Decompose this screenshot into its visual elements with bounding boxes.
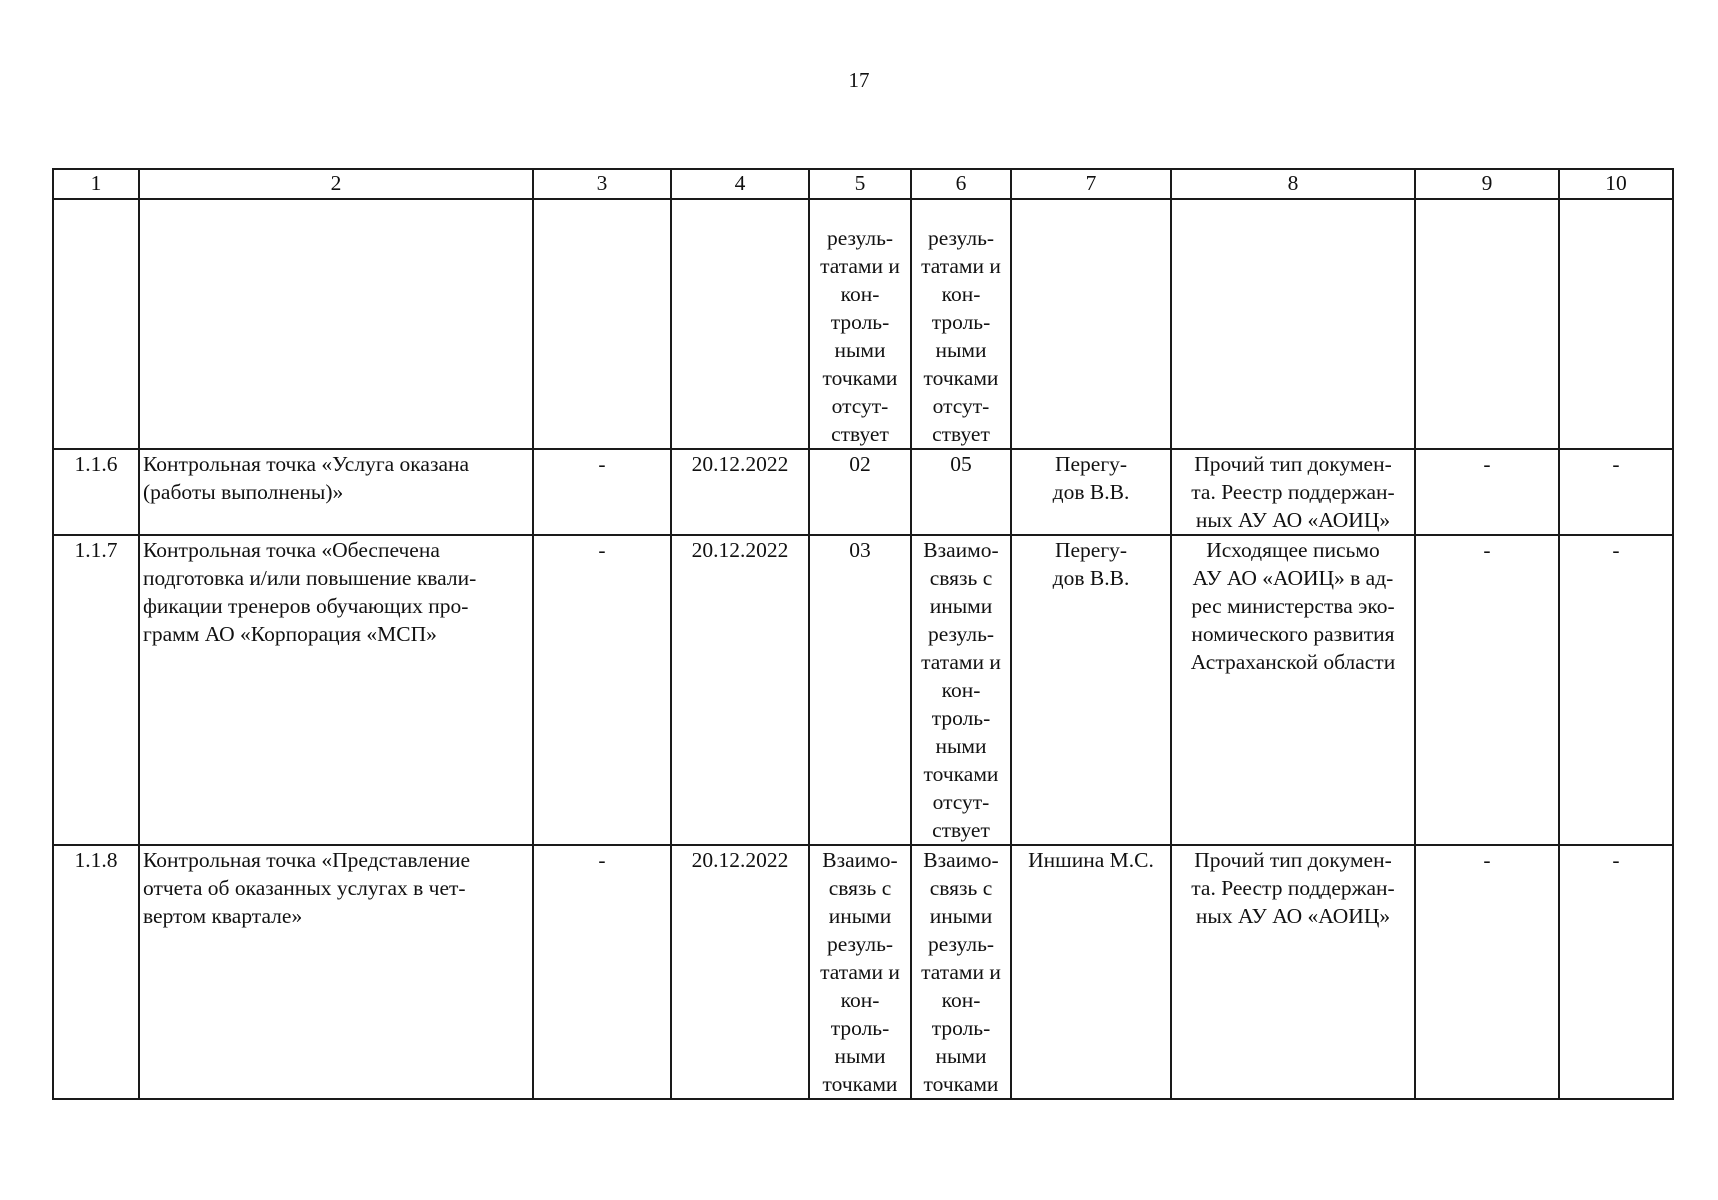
text-line: ными <box>935 338 987 362</box>
document-type <box>1171 845 1415 1099</box>
col3-value: - <box>533 845 671 1099</box>
continuation-row <box>53 199 1673 449</box>
text-line: 02 <box>849 452 871 476</box>
text-line: резуль- <box>826 226 894 250</box>
text-line: подготовка и/или повышение квали- <box>143 566 477 590</box>
text-line: кон- <box>840 988 880 1012</box>
text-line: ными <box>935 734 987 758</box>
text-line: ными <box>834 338 886 362</box>
cont-col6-text <box>913 224 1009 448</box>
text-line: троль- <box>830 1016 890 1040</box>
text-line: фикации тренеров обучающих про- <box>143 594 469 618</box>
text-line: номического развития <box>1191 622 1395 646</box>
text-line: Взаимо- <box>923 538 999 562</box>
page-number: 17 <box>848 68 870 92</box>
cont-cell-2 <box>139 199 533 449</box>
cont-cell-5 <box>809 199 911 449</box>
text-line: Контрольная точка «Обеспечена <box>143 538 440 562</box>
column-header-3: 3 <box>533 169 671 199</box>
text-line: связь с <box>929 566 993 590</box>
row-date: 20.12.2022 <box>671 535 809 845</box>
col9-value: - <box>1415 449 1559 535</box>
text-line: Контрольная точка «Услуга оказана <box>143 452 470 476</box>
col10-value: - <box>1559 535 1673 845</box>
cont-cell-6 <box>911 199 1011 449</box>
text-line: Прочий тип докумен- <box>1194 848 1392 872</box>
text-line: точками <box>923 1072 999 1096</box>
text-line: отсут- <box>932 790 990 814</box>
text-line: ствует <box>932 818 990 842</box>
cont-cell-10 <box>1559 199 1673 449</box>
text-line: троль- <box>931 1016 991 1040</box>
text-line: дов В.В. <box>1052 480 1130 504</box>
text-line: Контрольная точка «Представление <box>143 848 471 872</box>
text-line: отсут- <box>831 394 889 418</box>
table-row <box>53 535 1673 845</box>
col6-value <box>911 845 1011 1099</box>
text-line: Перегу- <box>1054 538 1128 562</box>
col3-value: - <box>533 535 671 845</box>
column-header-9: 9 <box>1415 169 1559 199</box>
column-header-4: 4 <box>671 169 809 199</box>
text-line: 05 <box>950 452 972 476</box>
text-line: связь с <box>828 876 892 900</box>
cont-col5-text <box>811 224 909 448</box>
text-line: татами и <box>921 254 1001 278</box>
text-line: кон- <box>941 678 981 702</box>
row-description <box>139 845 533 1099</box>
col9-value: - <box>1415 535 1559 845</box>
text-line: ными <box>935 1044 987 1068</box>
control-points-table <box>52 168 1674 1100</box>
text-line: отсут- <box>932 394 990 418</box>
text-line: грамм АО «Корпорация «МСП» <box>143 622 437 646</box>
text-line: татами и <box>820 254 900 278</box>
text-line: связь с <box>929 876 993 900</box>
column-header-2: 2 <box>139 169 533 199</box>
cont-cell-4 <box>671 199 809 449</box>
cont-cell-8 <box>1171 199 1415 449</box>
text-line: ных АУ АО «АОИЦ» <box>1195 508 1391 532</box>
text-line: Иншина М.С. <box>1028 848 1154 872</box>
cont-cell-3 <box>533 199 671 449</box>
text-line: троль- <box>830 310 890 334</box>
text-line: Перегу- <box>1054 452 1128 476</box>
table-row <box>53 449 1673 535</box>
text-line: резуль- <box>927 226 995 250</box>
text-line: Взаимо- <box>923 848 999 872</box>
column-header-6: 6 <box>911 169 1011 199</box>
document-type <box>1171 535 1415 845</box>
text-line: кон- <box>941 988 981 1012</box>
text-line: точками <box>923 366 999 390</box>
text-line: АУ АО «АОИЦ» в ад- <box>1192 566 1394 590</box>
col10-value: - <box>1559 449 1673 535</box>
document-type <box>1171 449 1415 535</box>
responsible-person <box>1011 535 1171 845</box>
text-line: троль- <box>931 706 991 730</box>
text-line: ствует <box>831 422 889 446</box>
text-line: точками <box>822 366 898 390</box>
row-date: 20.12.2022 <box>671 449 809 535</box>
col5-value <box>809 845 911 1099</box>
text-line: 03 <box>849 538 871 562</box>
text-line: Астраханской области <box>1190 650 1396 674</box>
row-number: 1.1.7 <box>53 535 139 845</box>
text-line: татами и <box>921 650 1001 674</box>
row-date: 20.12.2022 <box>671 845 809 1099</box>
text-line: Исходящее письмо <box>1206 538 1380 562</box>
text-line: дов В.В. <box>1052 566 1130 590</box>
text-line: резуль- <box>927 932 995 956</box>
text-line: татами и <box>820 960 900 984</box>
text-line: кон- <box>840 282 880 306</box>
cont-cell-1 <box>53 199 139 449</box>
text-line: (работы выполнены)» <box>143 480 344 504</box>
row-number: 1.1.6 <box>53 449 139 535</box>
column-header-1: 1 <box>53 169 139 199</box>
text-line: вертом квартале» <box>143 904 303 928</box>
cont-cell-7 <box>1011 199 1171 449</box>
text-line: точками <box>923 762 999 786</box>
responsible-person <box>1011 845 1171 1099</box>
cont-cell-9 <box>1415 199 1559 449</box>
text-line: ствует <box>932 422 990 446</box>
text-line: рес министерства эко- <box>1191 594 1395 618</box>
text-line: иными <box>929 904 993 928</box>
text-line: Взаимо- <box>822 848 898 872</box>
table-row <box>53 845 1673 1099</box>
text-line: Прочий тип докумен- <box>1194 452 1392 476</box>
column-header-5: 5 <box>809 169 911 199</box>
responsible-person <box>1011 449 1171 535</box>
col3-value: - <box>533 449 671 535</box>
text-line: ными <box>834 1044 886 1068</box>
column-header-8: 8 <box>1171 169 1415 199</box>
column-header-7: 7 <box>1011 169 1171 199</box>
col6-value <box>911 535 1011 845</box>
text-line: резуль- <box>826 932 894 956</box>
text-line: иными <box>828 904 892 928</box>
text-line: ных АУ АО «АОИЦ» <box>1195 904 1391 928</box>
text-line: татами и <box>921 960 1001 984</box>
col6-value <box>911 449 1011 535</box>
text-line: троль- <box>931 310 991 334</box>
row-description <box>139 535 533 845</box>
header-row <box>53 169 1673 199</box>
text-line: отчета об оказанных услугах в чет- <box>143 876 466 900</box>
text-line: точками <box>822 1072 898 1096</box>
text-line: та. Реестр поддержан- <box>1191 480 1395 504</box>
row-description <box>139 449 533 535</box>
text-line: кон- <box>941 282 981 306</box>
row-number: 1.1.8 <box>53 845 139 1099</box>
text-line: иными <box>929 594 993 618</box>
col10-value: - <box>1559 845 1673 1099</box>
text-line: та. Реестр поддержан- <box>1191 876 1395 900</box>
col5-value <box>809 449 911 535</box>
column-header-10: 10 <box>1559 169 1673 199</box>
col5-value <box>809 535 911 845</box>
text-line: резуль- <box>927 622 995 646</box>
col9-value: - <box>1415 845 1559 1099</box>
